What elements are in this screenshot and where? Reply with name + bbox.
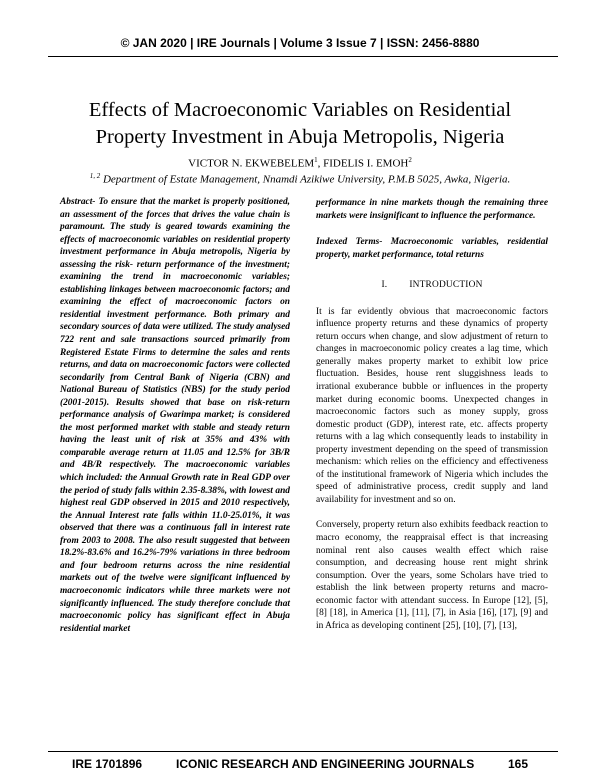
section-number: I.: [381, 280, 388, 291]
body-paragraph-2: Conversely, property return also exhibits feedback reaction to macro economy, the reappraisal effect is that increasing nominal rent also causes wealth effect which raise consumption, and decreasing house rent might shrink consumption. Over the years, some Scholars have tried to establish the link between property returns and macro-economic factor with attendant success. In Europe [12], [5], [8] [18], in America [1], [11], [7], in Asia [16], [17], [9] and in Africa as developing continent [25], [10], [7], [13],: [316, 520, 548, 631]
right-column: [316, 197, 548, 632]
abstract-continued: performance in nine markets though the remaining three markets were insignificant to influence the performance.: [316, 198, 548, 221]
journal-header: © JAN 2020 | IRE Journals | Volume 3 Issue 7 | ISSN: 2456-8880: [120, 36, 480, 50]
author-2-sup: 2: [408, 156, 412, 164]
abstract-text: Abstract- To ensure that the market is properly positioned, an assessment of the forces that drives the value chain is paramount. The study is geared towards examining the effects of macroeconomic variables on residential property investment performance in Abuja metropolis, Nigeria by assessing the risk- return performance of the investment; examining the trend in macroeconomic variables; establishing linkages between macroeconomic factors; and examining the effect of macroeconomic factors on residential investment performance. Both primary and secondary sources of data were utilized. The study analysed 722 rent and sale transactions sourced primarily from Registered Estate Firms to determine the sales and rents returns, and data on macroeconomic factors were collected secondarily from Central Bank of Nigeria (CBN) and National Bureau of Statistics (NBS) for the study period (2001-2015). Results showed that base on risk-return performance analysis of Gwarimpa market; is considered the most performed market with stable and steady return having the least unit of risk at 35% and 43% with comparable average return at 11.05 and 12.5% for 3B/R and 4B/R respectively. The macroeconomic variables which included: the Annual Growth rate in Real GDP over the period of study falls within 2.35-8.38%, with lowest and highest real GDP observed in 2015 and 2010 respectively, the Annual Interest rate falls within 11.0-25.01%, it was observed that there was a continuous fall in interest rate from 2003 to 2008. The also result suggested that between 18.2%-83.6% and 16.2%-79% variations in three bedroom and four bedroom returns across the nine residential markets out of the twelve were significant influenced by macroeconomic indicators while three markets were not significantly influenced. The study therefore conclude that macroeconomic policy has significant effect in Abuja residential market: [60, 197, 290, 634]
left-column: [60, 196, 290, 635]
author-separator: ,: [317, 157, 324, 170]
index-terms: Indexed Terms- Macroeconomic variables, residential property, market performance, total returns: [316, 237, 548, 260]
paper-title: [40, 97, 560, 151]
title-line-2: Property Investment in Abuja Metropolis, Nigeria: [95, 126, 505, 148]
author-line: [0, 156, 600, 170]
section-title: INTRODUCTION: [409, 280, 483, 291]
title-line-1: Effects of Macroeconomic Variables on Residential: [88, 99, 512, 121]
footer-divider: [48, 751, 558, 752]
footer-id: IRE 1701896: [72, 757, 143, 771]
section-heading: [316, 279, 548, 292]
footer-journal: ICONIC RESEARCH AND ENGINEERING JOURNALS: [176, 757, 475, 771]
author-1-sup: 1: [314, 156, 318, 164]
affiliation-sup: 1, 2: [89, 172, 101, 180]
body-paragraph-1: It is far evidently obvious that macroeconomic factors influence property returns and these dynamics of property return occurs when change, and slow adjustment of return to changes in macroeconomic policy creates a lag time, which generally makes property market to exhibit low price fluctuation. Besides, house rent sluggishness leads to irrational exuberance bubble or influences in the property market during economic booms. Unexpected changes in macroeconomic factors such as money supply, gross domestic product (GDP), interest rate, etc. affects property returns with a lag which consequently leads to instability in property investment depending on the speed of transmission mechanism: which relies on the efficiency and effectiveness of the institutional framework of Nigeria which includes the speed of administrative process, credit supply and land availability for investment and so on.: [316, 306, 548, 505]
affiliation: [0, 172, 600, 186]
page-number: 165: [508, 757, 529, 771]
author-2: FIDELIS I. EMOH: [323, 157, 409, 170]
author-1: VICTOR N. EKWEBELEM: [188, 157, 315, 170]
affiliation-text: Department of Estate Management, Nnamdi Azikiwe University, P.M.B 5025, Awka, Nigeria.: [100, 173, 511, 186]
header-divider: [48, 56, 558, 57]
